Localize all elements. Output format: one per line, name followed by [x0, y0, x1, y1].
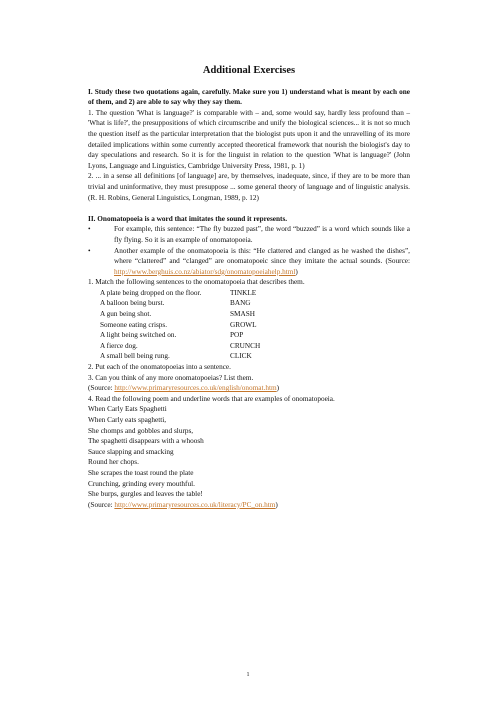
match-row	[100, 288, 410, 299]
source-citation-2	[88, 383, 410, 394]
poem-line: The spaghetti disappears with a whoosh	[88, 437, 204, 446]
match-list	[100, 288, 410, 362]
match-sentence: A fierce dog.	[100, 341, 138, 350]
source-suffix: )	[276, 384, 280, 393]
match-sentence: A plate being dropped on the floor.	[100, 288, 202, 297]
poem-line: She chomps and gobbles and slurps,	[88, 426, 194, 435]
match-row	[100, 309, 410, 320]
source-suffix: )	[295, 267, 298, 276]
bullet-item-2	[88, 246, 410, 278]
match-sound: BANG	[230, 299, 251, 308]
bullet-text-2-body: Another example of the onomatopoeia is this: “He clattered and clanged as he washed the dishes”, where “clattered” and “clanged” are onomatopoeic since they imitate the actual sounds.	[114, 246, 410, 266]
bullet-item-1	[88, 224, 410, 245]
match-sentence: A gun being shot.	[100, 310, 152, 319]
poem-line: Crunching, grinding every mouthful.	[88, 479, 195, 488]
match-row	[100, 330, 410, 341]
poem-line: Round her chops.	[88, 458, 139, 467]
page-number: 1	[246, 672, 250, 678]
match-sound: POP	[230, 331, 244, 340]
source-link-1[interactable]: http://www.berghuis.co.nz/abiator/sdg/onomatopoeiahelp.html	[114, 267, 296, 276]
poem	[88, 404, 410, 499]
bullet-icon: •	[88, 246, 91, 255]
match-sound: CRUNCH	[230, 341, 261, 350]
task-2: 2. Put each of the onomatopoeias into a sentence.	[88, 363, 231, 372]
poem-title: When Carly Eats Spaghetti	[88, 405, 167, 414]
bullet-text-2	[114, 246, 410, 278]
match-sound: SMASH	[230, 310, 255, 319]
match-row	[100, 341, 410, 352]
page-title: Additional Exercises	[202, 65, 296, 76]
bullet-icon: •	[88, 225, 91, 234]
quote-2: 2. ... in a sense all definitions [of language] are, by themselves, inadequate, since, if they are to be more than trivial and uninformative, they must presuppose ... some general theory of language and of linguistic analysis. (R. H. Robins, General Linguistics, Longman, 1989, p. 12)	[88, 172, 410, 202]
poem-line: She burps, gurgles and leaves the table!	[88, 490, 203, 499]
match-sentence: A small bell being rung.	[100, 352, 170, 361]
match-sound: TINKLE	[230, 288, 257, 297]
match-sentence: A balloon being burst.	[100, 299, 165, 308]
source-suffix: )	[275, 500, 278, 509]
match-row	[100, 298, 410, 309]
quote-1: 1. The question 'What is language?' is comparable with – and, some would say, hardly less profound than – 'What is life?', the presuppositions of which circumscribe and unify the biological sciences... it is not so much the question itself as the particular interpretation that the biologist puts upon it and the unravelling of its more detailed implications within some currently accepted theoretical framework that nourish the biologist's day to day speculations and research. So it is for the linguist in relation to the question 'What is language?' (John Lyons, Language and Linguistics, Cambridge University Press, 1981, p. 1)	[88, 108, 410, 170]
task-1: 1. Match the following sentences to the onomatopoeia that describes them.	[88, 278, 305, 287]
source-link-2[interactable]: http://www.primaryresources.co.uk/english/onomat.htm	[114, 384, 277, 393]
source-link-3[interactable]: http://www.primaryresources.co.uk/literacy/PC_on.htm	[114, 500, 276, 509]
poem-line: She scrapes the toast round the plate	[88, 468, 194, 477]
match-row	[100, 351, 410, 362]
source-prefix: (Source:	[88, 500, 115, 509]
match-row	[100, 320, 410, 331]
section1-heading: I. Study these two quotations again, carefully. Make sure you 1) understand what is meant by each one of them, and 2) are able to say why they say them.	[88, 87, 410, 107]
document-page	[88, 66, 410, 510]
section2-heading: II. Onomatopoeia is a word that imitates the sound it represents.	[88, 214, 288, 223]
source-citation-3	[88, 500, 410, 511]
source-prefix: (Source:	[88, 384, 115, 393]
poem-line: Sauce slapping and smacking	[88, 447, 174, 456]
bullet-text-1: For example, this sentence: “The fly buzzed past”, the word “buzzed” is a word which sounds like a fly flying. So it is an example of onomatopoeia.	[114, 225, 410, 244]
match-sentence: A light being switched on.	[100, 331, 177, 340]
source-prefix: (Source:	[385, 257, 411, 266]
match-sentence: Someone eating crisps.	[100, 320, 168, 329]
poem-line: When Carly eats spaghetti,	[88, 416, 167, 424]
match-sound: CLICK	[230, 352, 252, 361]
match-sound: GROWL	[230, 320, 257, 329]
task-4: 4. Read the following poem and underline words that are examples of onomatopoeia.	[88, 394, 335, 403]
task-3: 3. Can you think of any more onomatopoeias? List them.	[88, 373, 254, 382]
